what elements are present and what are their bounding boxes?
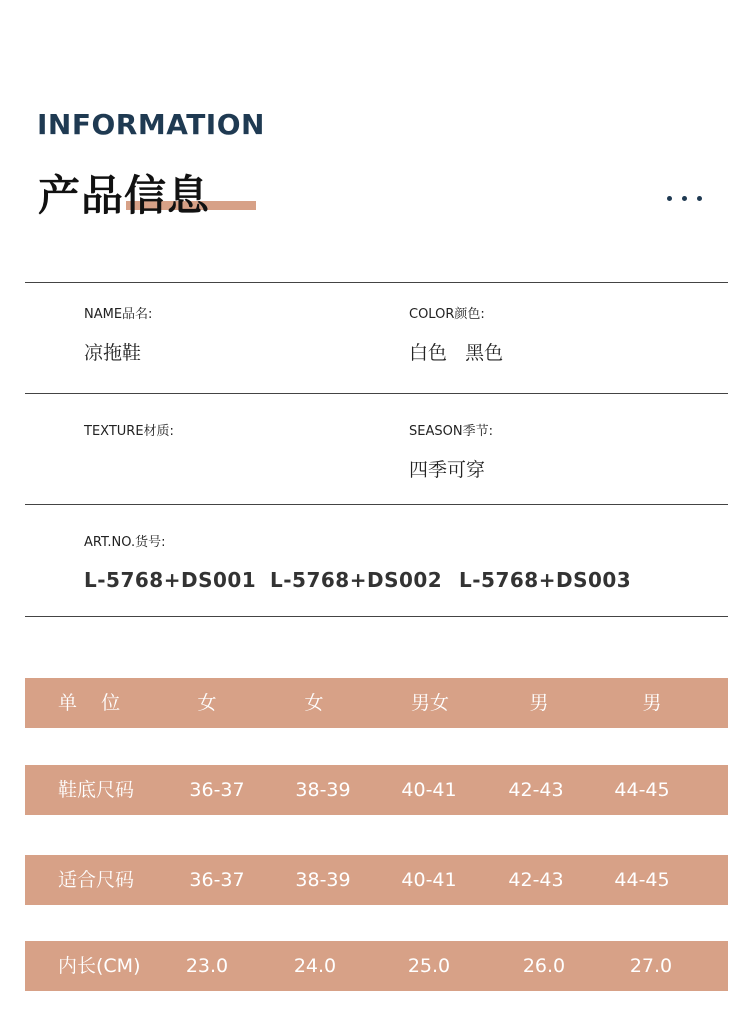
color-label: COLOR颜色: <box>409 307 485 322</box>
table-cell: 26.0 <box>522 955 566 977</box>
table-cell: 40-41 <box>401 779 457 801</box>
section-title-english: INFORMATION <box>37 108 265 141</box>
table-cell: 44-45 <box>614 869 670 891</box>
art-number: L-5768+DS002 <box>270 568 443 592</box>
dot <box>667 196 672 201</box>
dot <box>697 196 702 201</box>
texture-label: TEXTURE材质: <box>84 424 174 439</box>
table-cell: 男 <box>529 692 549 714</box>
dot <box>682 196 687 201</box>
divider <box>25 393 728 394</box>
row-label: 单 位 <box>58 692 121 714</box>
table-cell: 44-45 <box>614 779 670 801</box>
section-title-chinese-wrap <box>38 163 210 223</box>
table-cell: 女 <box>197 692 217 714</box>
season-label: SEASON季节: <box>409 424 493 439</box>
table-cell: 25.0 <box>407 955 451 977</box>
divider <box>25 616 728 617</box>
section-title-chinese: 产品信息 <box>38 171 211 220</box>
art-label: ART.NO.货号: <box>84 535 166 550</box>
season-value: 四季可穿 <box>409 459 486 481</box>
table-cell: 男 <box>642 692 662 714</box>
table-cell: 24.0 <box>293 955 337 977</box>
table-cell: 36-37 <box>189 779 245 801</box>
divider <box>25 282 728 283</box>
table-cell: 男女 <box>410 692 450 714</box>
name-label: NAME品名: <box>84 307 153 322</box>
table-cell: 36-37 <box>189 869 245 891</box>
size-table-row-unit <box>25 678 728 728</box>
table-cell: 42-43 <box>508 779 564 801</box>
table-cell: 27.0 <box>629 955 673 977</box>
more-icon <box>667 196 702 201</box>
table-cell: 23.0 <box>185 955 229 977</box>
table-cell: 38-39 <box>295 779 351 801</box>
size-table-row-fit-size <box>25 855 728 905</box>
row-label: 内长(CM) <box>58 955 141 977</box>
size-table-row-sole-size <box>25 765 728 815</box>
table-cell: 42-43 <box>508 869 564 891</box>
name-value: 凉拖鞋 <box>84 342 142 364</box>
table-cell: 女 <box>304 692 324 714</box>
size-table-row-inner-length <box>25 941 728 991</box>
art-number: L-5768+DS003 <box>459 568 632 592</box>
table-cell: 38-39 <box>295 869 351 891</box>
row-label: 鞋底尺码 <box>58 779 135 801</box>
color-value: 白色 黑色 <box>409 342 504 364</box>
table-cell: 40-41 <box>401 869 457 891</box>
divider <box>25 504 728 505</box>
row-label: 适合尺码 <box>58 869 135 891</box>
art-number: L-5768+DS001 <box>84 568 257 592</box>
